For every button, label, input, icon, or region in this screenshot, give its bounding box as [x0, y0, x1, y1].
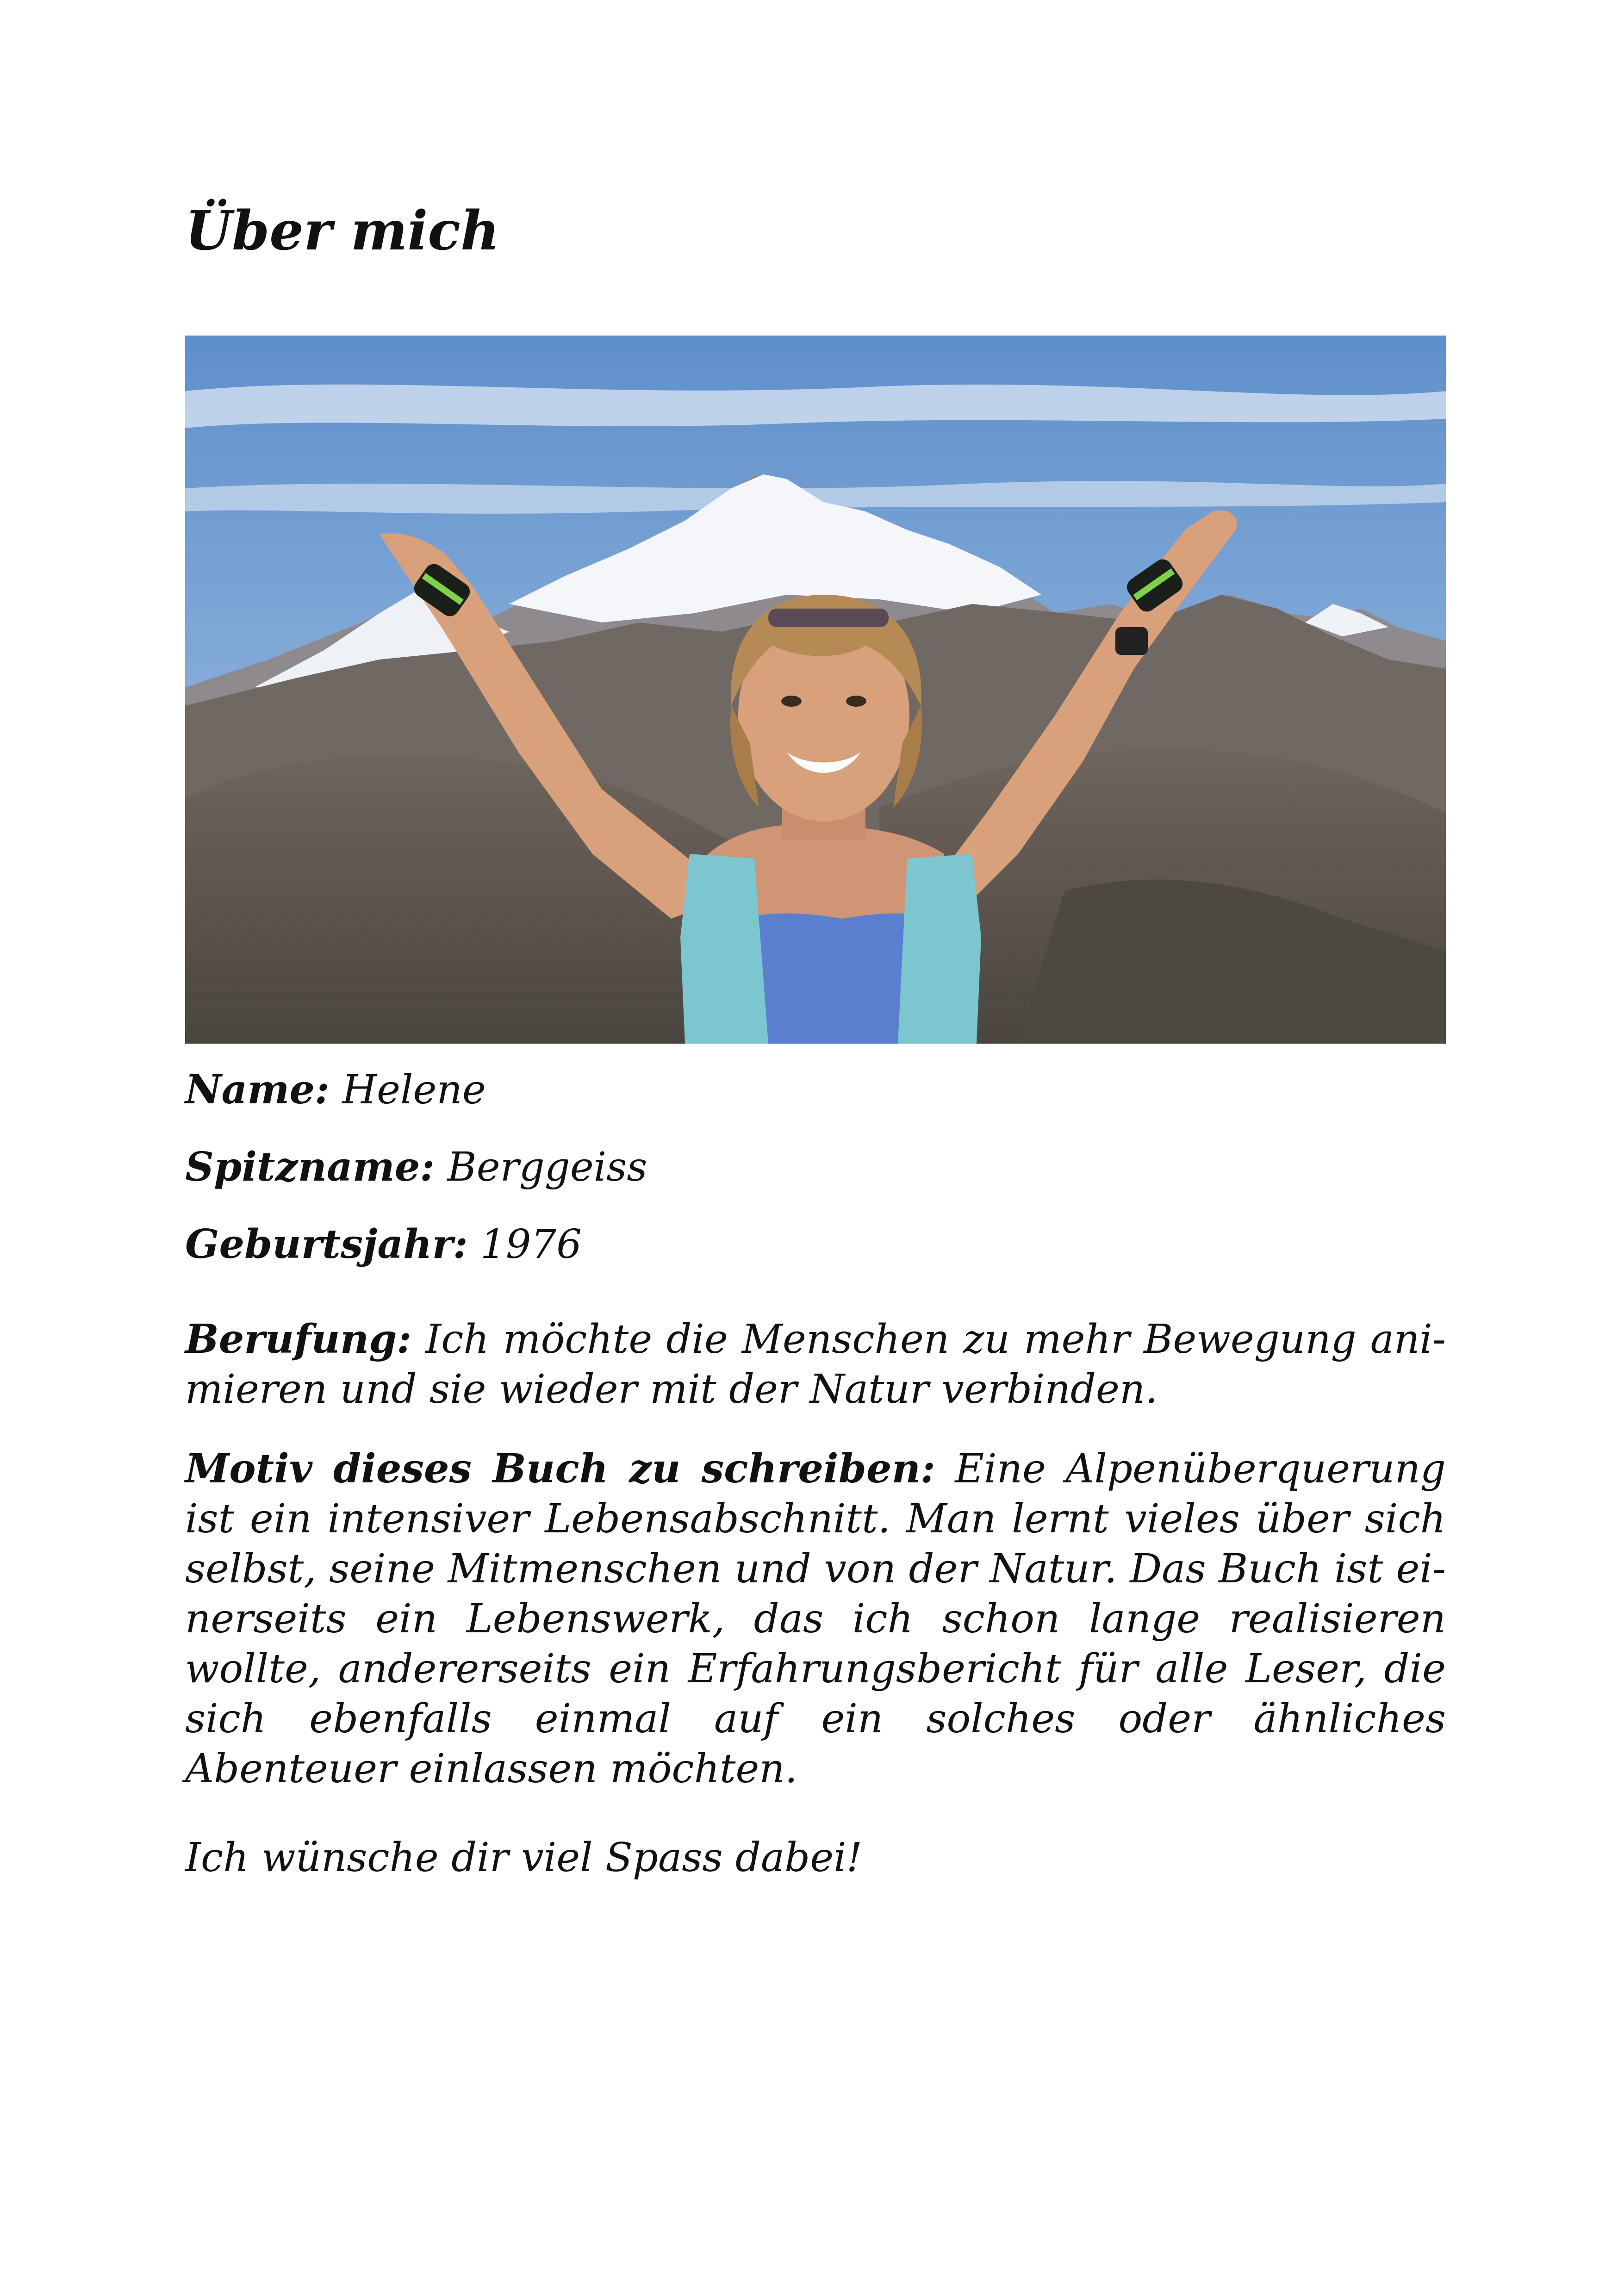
nickname-label: Spitzname:	[185, 1144, 435, 1190]
nickname-value: Berggeiss	[435, 1144, 647, 1190]
closing-line: Ich wünsche dir viel Spass dabei!	[185, 1835, 863, 1881]
motive-text: Eine Alpenüberquerung ist ein intensiver Lebensabschnitt. Man lernt vieles über sich selbst, seine Mitmenschen und von der Natur. Das Buch ist einerseits ein Lebenswerk, das ich schon lange realisieren wollte, andererseits ein Erfahrungsbericht für alle Leser, die sich ebenfalls einmal auf ein solches oder ähnliches Abenteuer einlassen möchten.	[185, 1446, 1446, 1792]
vest-right	[898, 854, 981, 1044]
name-field	[185, 1064, 486, 1115]
motive-label: Motiv dieses Buch zu schreiben:	[185, 1445, 935, 1492]
watch	[1115, 627, 1148, 655]
name-value: Helene	[329, 1067, 486, 1113]
vocation-text: Ich möchte die Menschen zu mehr Bewegung animieren und sie wieder mit der Natur verbinden.	[185, 1316, 1446, 1412]
mountain-portrait-photo	[185, 336, 1446, 1044]
sunglasses-on-head	[768, 609, 889, 627]
vocation-paragraph	[185, 1314, 1446, 1414]
name-label: Name:	[185, 1066, 330, 1113]
eye-left	[781, 696, 802, 707]
birthyear-field	[185, 1219, 582, 1270]
birthyear-value: 1976	[467, 1221, 582, 1268]
birthyear-label: Geburtsjahr:	[185, 1221, 468, 1268]
nickname-field	[185, 1142, 647, 1193]
vest-left	[680, 854, 768, 1044]
page-title: Über mich	[185, 199, 500, 262]
motive-paragraph	[185, 1444, 1446, 1794]
vocation-label: Berufung:	[185, 1316, 412, 1363]
eye-right	[846, 696, 866, 707]
